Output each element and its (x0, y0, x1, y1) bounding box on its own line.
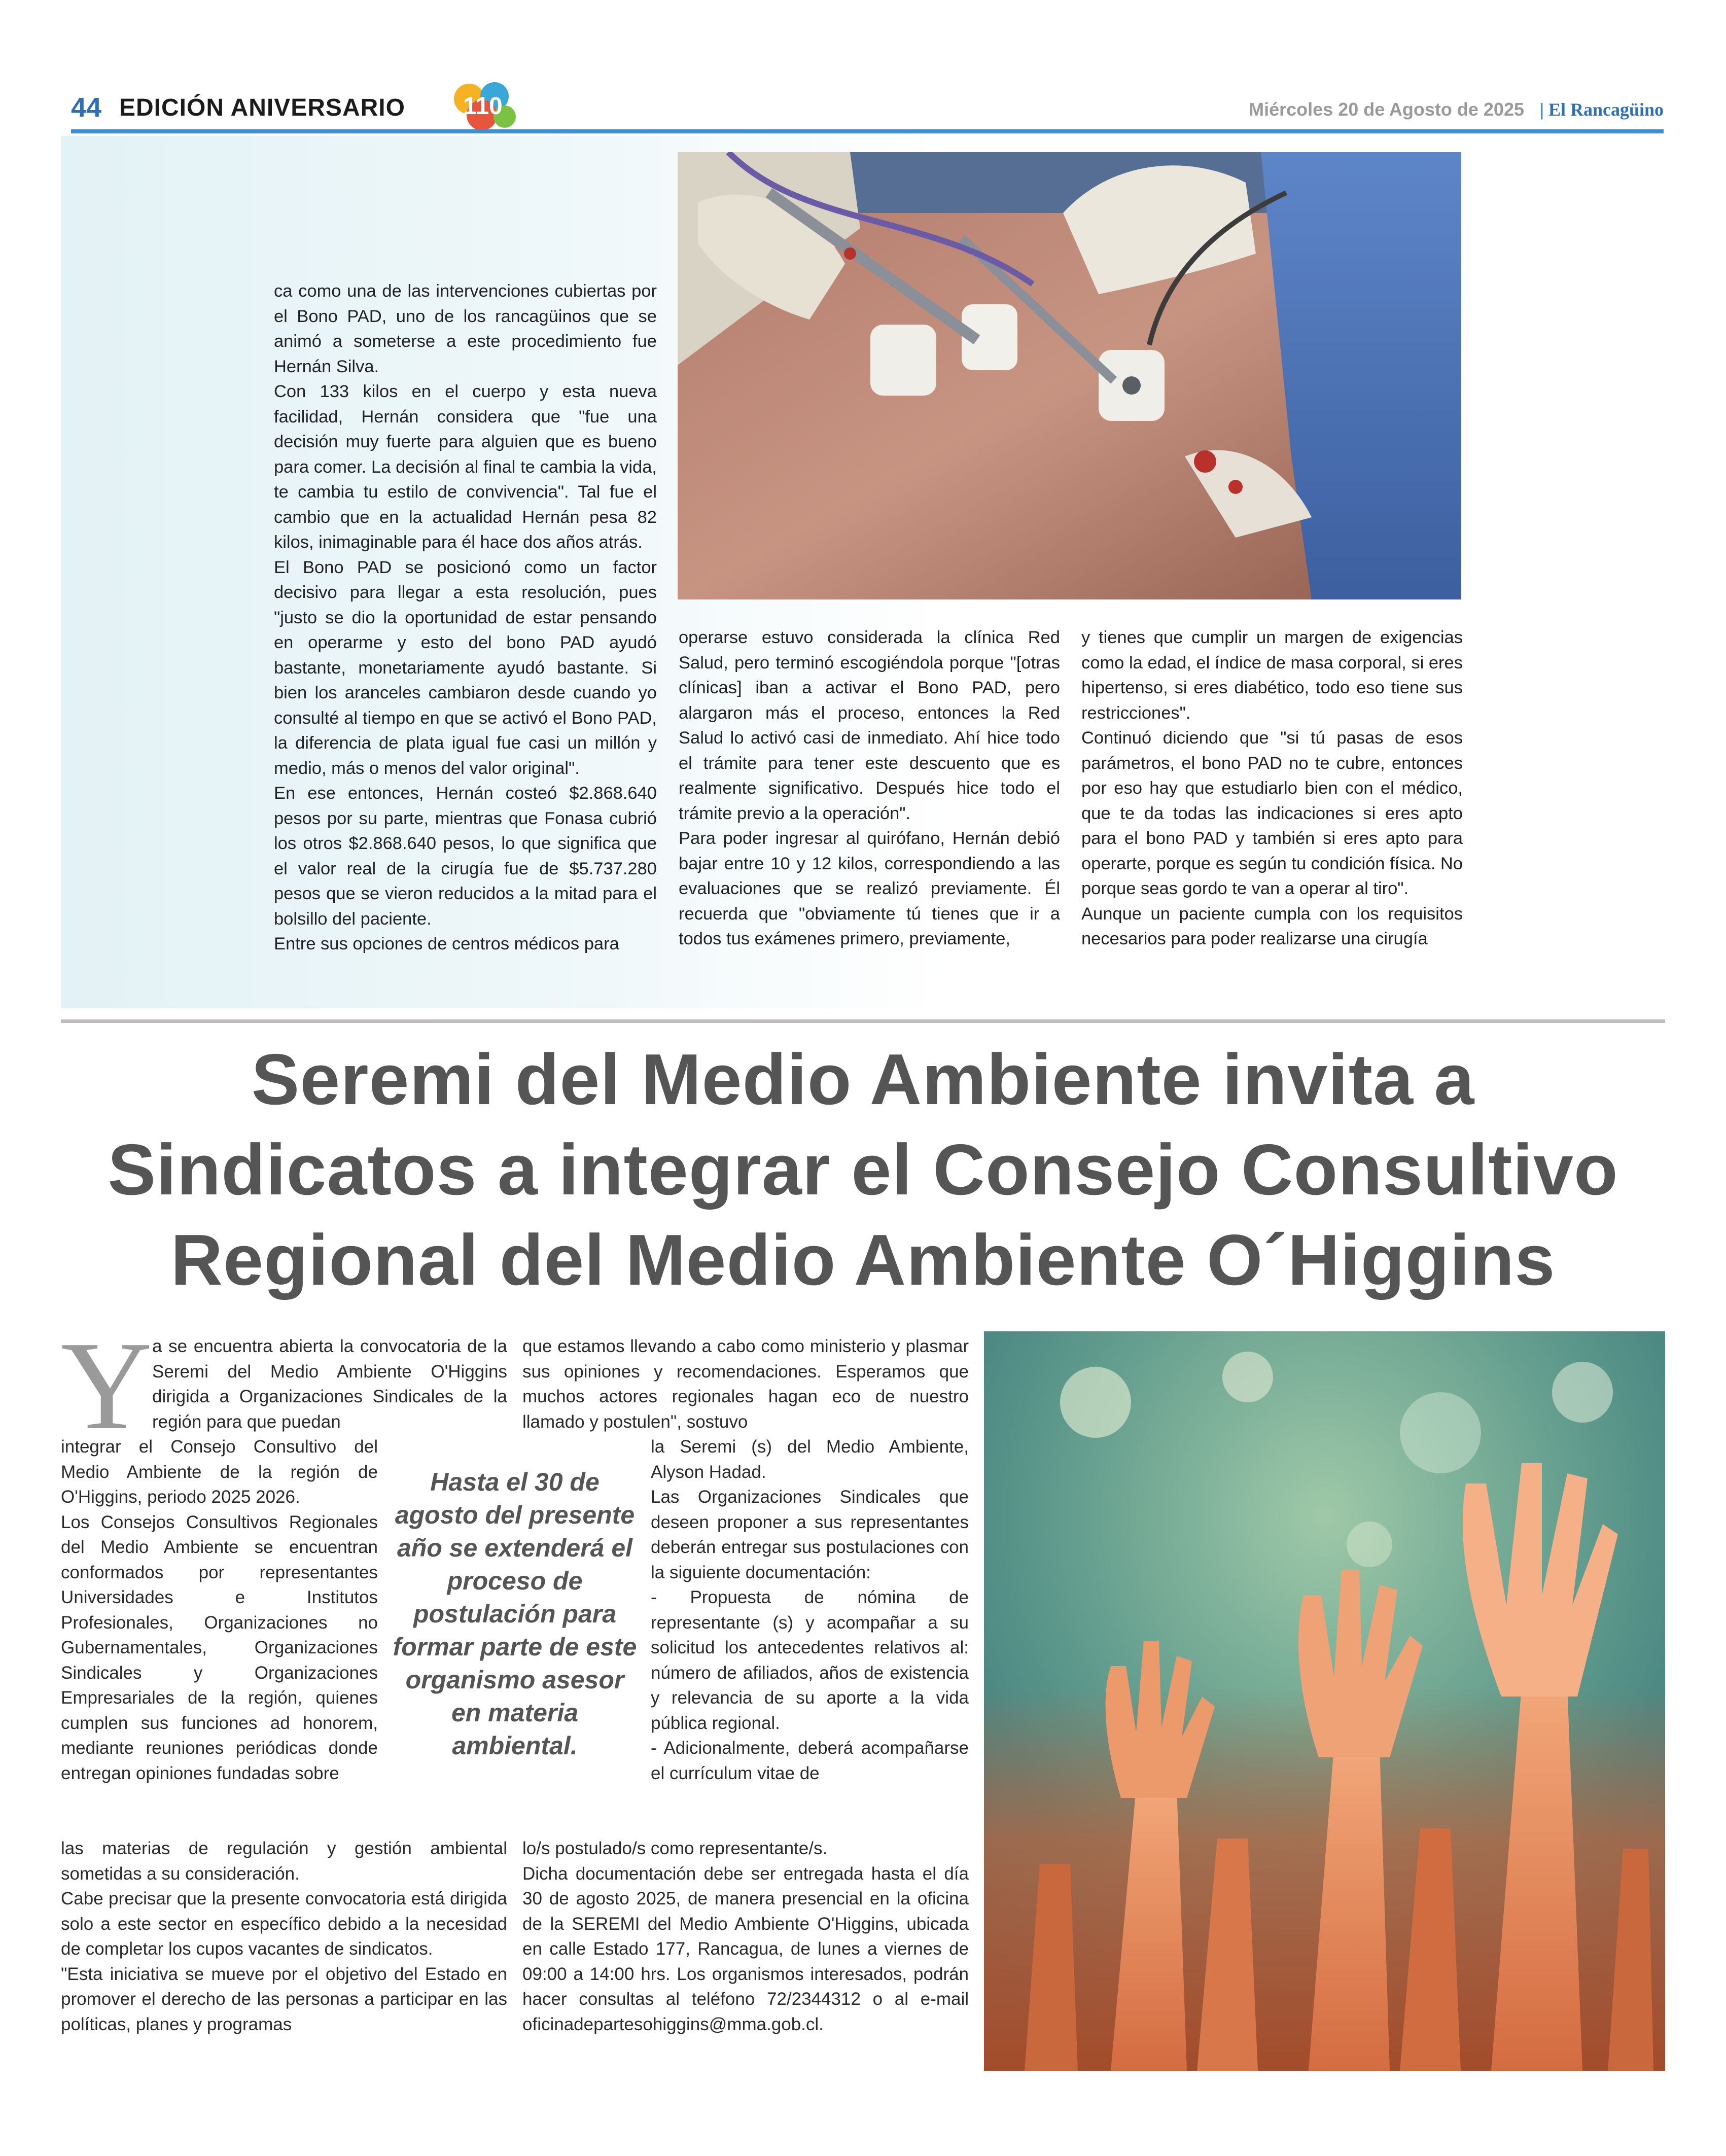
paragraph: Con 133 kilos en el cuerpo y esta nueva facilidad, Hernán considera que "fue una decisión muy fuerte para alguien que es bueno para comer. La decisión al final te cambia la vida, te cambia tu estilo de convivencia". Tal fue el cambio que en la actualidad Hernán pesa 82 kilos, inimaginable para él hace dos años atrás. (274, 382, 657, 552)
page-number: 44 (71, 92, 102, 123)
bottom-column-2-narrow (651, 1434, 969, 1786)
section-divider (61, 1019, 1665, 1023)
edition-label: EDICIÓN ANIVERSARIO (119, 94, 405, 121)
bottom-column-1-wide (61, 1836, 507, 2037)
pull-quote: Hasta el 30 de agosto del presente año se extenderá el proceso de postulación para formar parte de este organismo asesor en materia ambiental. (393, 1468, 637, 1760)
top-article-column-2 (679, 625, 1060, 952)
paragraph: Cabe precisar que la presente convocatoria está dirigida solo a este sector en específico debido a la necesidad de completar los cupos vacantes de sindicatos. (61, 1889, 507, 1959)
header-rule (71, 129, 1664, 133)
paragraph: Las Organizaciones Sindicales que deseen proponer a sus representantes deberán entregar sus postulaciones con la siguiente documentación: (651, 1487, 969, 1582)
paragraph: y tienes que cumplir un margen de exigencias como la edad, el índice de masa corporal, si eres hipertenso, si eres diabético, todo eso tiene sus restricciones". (1081, 628, 1463, 723)
paragraph: El Bono PAD se posicionó como un factor decisivo para llegar a esta resolución, pues "justo se dio la oportunidad de estar pensando en operarme y esto del bono PAD ayudó bastante, monetariamente ayudó bastante. Si bien los aranceles cambiaron desde cuando yo consulté al tiempo en que se activó el Bono PAD, la diferencia de plata igual fue casi un millón y medio, más o menos del valor original". (274, 557, 657, 778)
paragraph: que estamos llevando a cabo como ministerio y plasmar sus opiniones y recomendaciones. Esperamos que muchos actores regionales hagan eco de nuestro llamado y postulen", sostuvo (522, 1336, 969, 1432)
issue-date: Miércoles 20 de Agosto de 2025 (1249, 99, 1524, 120)
paragraph: - Propuesta de nómina de representante (s) y acompañar a su solicitud los antecedentes relativos al: número de afiliados, años de existencia y relevancia de su aporte a la vida pública regional. (651, 1587, 969, 1733)
paragraph: operarse estuvo considerada la clínica Red Salud, pero terminó escogiéndola porque "[otras clínicas] iban a activar el Bono PAD, pero alargaron más el proceso, entonces la Red Salud lo activó casi de inmediato. Ahí hice todo el trámite para tener este descuento que es realmente significativo. Después hice todo el trámite previo a la operación". (679, 628, 1060, 823)
bottom-column-2-wide (522, 1836, 969, 2037)
top-article-column-1 (274, 279, 657, 957)
paragraph: integrar el Consejo Consultivo del Medio Ambiente de la región de O'Higgins, periodo 2025 2026. (61, 1437, 378, 1507)
drop-cap: Y (61, 1316, 153, 1456)
paragraph: Continuó diciendo que "si tú pasas de esos parámetros, el bono PAD no te cubre, entonces por eso hay que estudiarlo bien con el médico, que te da todas las indicaciones si eres apto para el bono PAD y también si eres apto para operarte, porque es según tu condición física. No porque seas gordo te van a operar al tiro". (1081, 728, 1463, 898)
bottom-column-1-intro (152, 1334, 507, 1434)
raised-hands-photo (984, 1331, 1665, 2071)
paragraph: Los Consejos Consultivos Regionales del Medio Ambiente se encuentran conformados por representantes Universidades e Institutos Profesionales, Organizaciones no Gubernamentales, Organizaciones Sindicales y Organizaciones Empresariales de la región, quienes cumplen sus funciones ad honorem, mediante reuniones periódicas donde entregan opiniones fundadas sobre (61, 1512, 378, 1783)
article-headline: Seremi del Medio Ambiente invita a Sindicatos a integrar el Consejo Consultivo Regional del Medio Ambiente O´Higgins (108, 1039, 1618, 1300)
logo-number: 110 (463, 93, 503, 120)
surgery-photo (678, 152, 1461, 599)
newspaper-name: | El Rancagüino (1540, 99, 1664, 120)
paragraph: lo/s postulado/s como representante/s. (522, 1839, 828, 1858)
paragraph: la Seremi (s) del Medio Ambiente, Alyson Hadad. (651, 1437, 969, 1482)
paragraph: Entre sus opciones de centros médicos para (274, 934, 619, 953)
paragraph: las materias de regulación y gestión ambiental sometidas a su consideración. (61, 1839, 507, 1884)
paragraph: a se encuentra abierta la convocatoria de la Seremi del Medio Ambiente O'Higgins dirigida a Organizaciones Sindicales de la región para que puedan (152, 1336, 507, 1432)
anniversary-logo (446, 79, 522, 134)
paragraph: ca como una de las intervenciones cubiertas por el Bono PAD, uno de los rancagüinos que se animó a someterse a este procedimiento fue Hernán Silva. (274, 281, 657, 376)
paragraph: - Adicionalmente, deberá acompañarse el currículum vitae de (651, 1738, 969, 1783)
paragraph: "Esta iniciativa se mueve por el objetivo del Estado en promover el derecho de las personas a participar en las políticas, planes y programas (61, 1964, 507, 2034)
bottom-column-2-intro (522, 1334, 969, 1434)
paragraph: Para poder ingresar al quirófano, Hernán debió bajar entre 10 y 12 kilos, correspondiendo a las evaluaciones que se realizó previamente. Él recuerda que "obviamente tú tienes que ir a todos tus exámenes primero, previamente, (679, 829, 1060, 948)
page-header (71, 89, 1664, 129)
bottom-column-1-narrow (61, 1434, 378, 1786)
paragraph: Dicha documentación debe ser entregada hasta el día 30 de agosto 2025, de manera presencial en la oficina de la SEREMI del Medio Ambiente O'Higgins, ubicada en calle Estado 177, Rancagua, de lunes a viernes de 09:00 a 14:00 hrs. Los organismos interesados, podrán hacer consultas al teléfono 72/2344312 o al e-mail oficinadepartesohiggins@mma.gob.cl. (522, 1863, 969, 2034)
top-article-column-3 (1081, 625, 1463, 952)
paragraph: Aunque un paciente cumpla con los requisitos necesarios para poder realizarse una cirugía (1081, 904, 1463, 948)
paragraph: En ese entonces, Hernán costeó $2.868.640 pesos por su parte, mientras que Fonasa cubrió los otros $2.868.640 pesos, lo que significa que el valor real de la cirugía fue de $5.737.280 pesos que se vieron reducidos a la mitad para el bolsillo del paciente. (274, 784, 657, 929)
